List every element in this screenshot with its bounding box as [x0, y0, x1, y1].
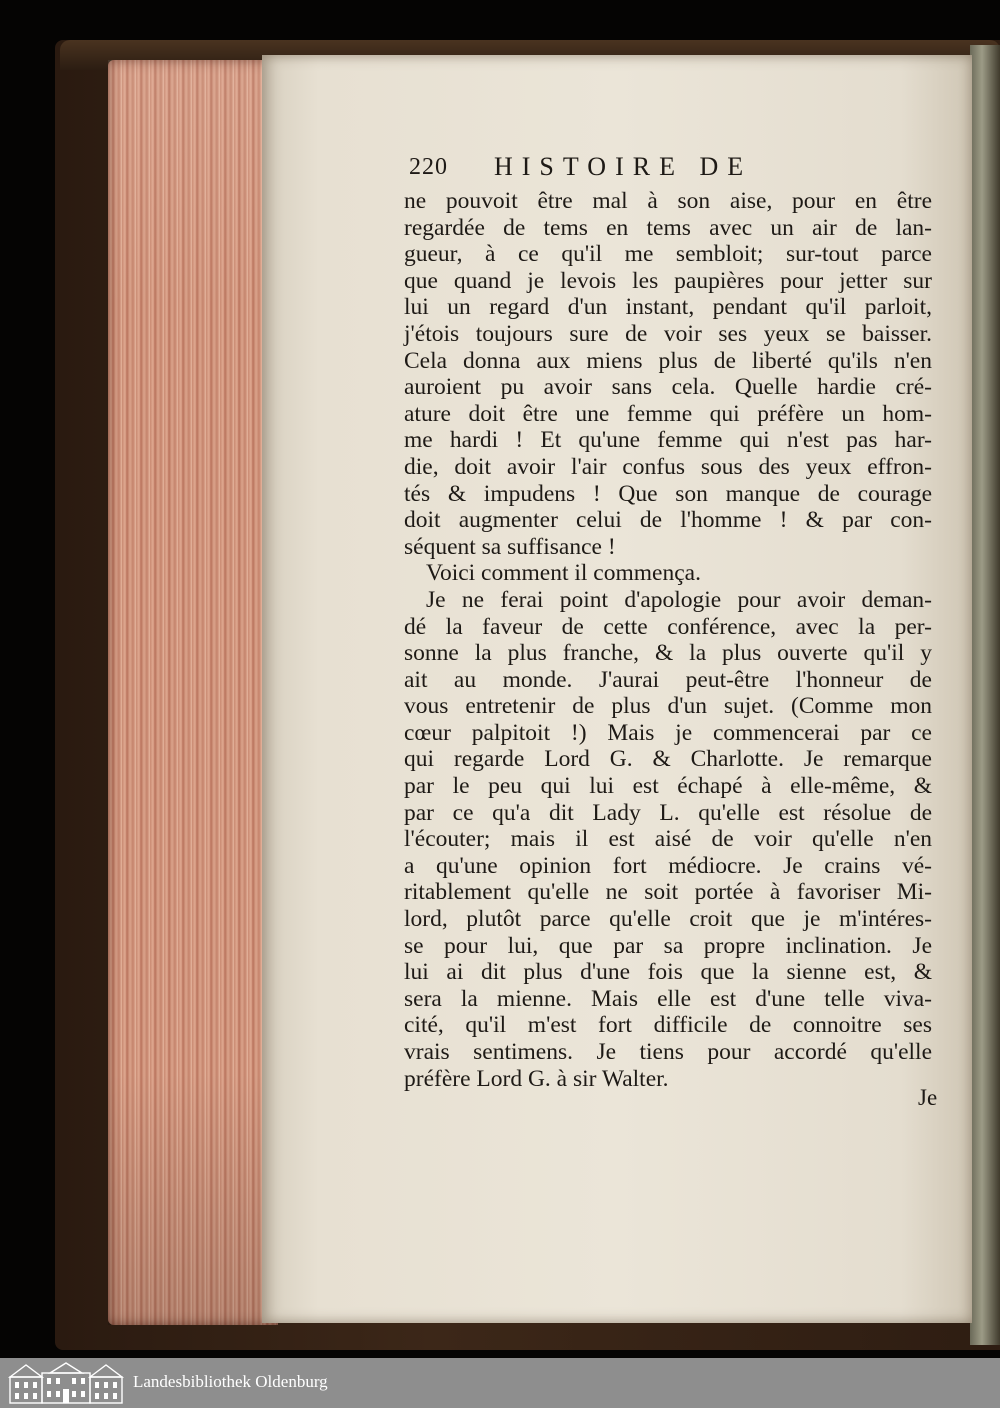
running-head: HISTOIRE DE [494, 152, 753, 181]
text-line: sera la mienne. Mais elle est d'une telle viva- [404, 985, 932, 1012]
text-line: Cela donna aux miens plus de liberté qu'ils n'en [404, 347, 932, 374]
text-line: séquent sa suffisance ! [404, 533, 616, 560]
text-line: auroient pu avoir sans cela. Quelle hardie cré- [404, 374, 932, 401]
text-line: cité, qu'il m'est fort difficile de connoitre ses [404, 1012, 932, 1039]
text-line: lui ai dit plus d'une fois que la sienne est, & [404, 959, 932, 986]
text-line: Je ne ferai point d'apologie pour avoir deman- [426, 586, 932, 613]
text-line: sonne la plus franche, & la plus ouverte qu'il y [404, 640, 932, 667]
text-line: vous entretenir de plus d'un sujet. (Comme mon [404, 693, 932, 720]
library-building-icon [6, 1361, 126, 1405]
text-line: doit augmenter celui de l'homme ! & par con- [404, 507, 932, 534]
text-line: ait au monde. J'aurai peut-être l'honneur de [404, 666, 932, 693]
footer-bar [0, 1358, 1000, 1408]
text-line: me hardi ! Et qu'une femme qui n'est pas har- [404, 427, 932, 454]
text-line: lui un regard d'un instant, pendant qu'il parloit, [404, 294, 932, 321]
catchword: Je [918, 1085, 938, 1110]
page-header [404, 152, 932, 186]
text-line: que quand je levois les paupières pour jetter sur [404, 267, 932, 294]
body-text [404, 188, 932, 1092]
text-line: par ce qu'a dit Lady L. qu'elle est résolue de [404, 799, 932, 826]
library-name: Landesbibliothek Oldenburg [133, 1372, 328, 1391]
page-edges [108, 60, 278, 1325]
printed-text-block [404, 152, 932, 1092]
text-line: préfère Lord G. à sir Walter. [404, 1065, 669, 1092]
page-number: 220 [409, 154, 448, 180]
text-line: regardée de tems en tems avec un air de lan- [404, 214, 932, 241]
text-line: ature doit être une femme qui préfère un hom- [404, 400, 932, 427]
text-line: ne pouvoit être mal à son aise, pour en être [404, 188, 932, 214]
text-line: lord, plutôt parce qu'elle croit que je m'intéres- [404, 906, 932, 933]
text-line: a qu'une opinion fort médiocre. Je crains vé- [404, 852, 932, 879]
text-line: Voici comment il commença. [426, 560, 701, 587]
text-line: die, doit avoir l'air confus sous des yeux effron- [404, 453, 932, 480]
text-line: gueur, à ce qu'il me sembloit; sur-tout parce [404, 241, 932, 268]
text-line: vrais sentimens. Je tiens pour accordé qu'elle [404, 1039, 932, 1065]
text-line: ritablement qu'elle ne soit portée à favoriser Mi- [404, 879, 932, 906]
text-line: par le peu qui lui est échapé à elle-même, & [404, 773, 932, 800]
text-line: se pour lui, que par sa propre inclination. Je [404, 932, 932, 959]
text-line: j'étois toujours sure de voir ses yeux se baisser. [404, 320, 932, 347]
text-line: qui regarde Lord G. & Charlotte. Je remarque [404, 746, 932, 773]
right-cover-edge [970, 45, 1000, 1345]
text-line: tés & impudens ! Que son manque de courage [404, 480, 932, 507]
text-line: dé la faveur de cette conférence, avec la per- [404, 613, 932, 640]
text-line: l'écouter; mais il est aisé de voir qu'elle n'en [404, 826, 932, 853]
text-line: cœur palpitoit !) Mais je commencerai par ce [404, 719, 932, 746]
